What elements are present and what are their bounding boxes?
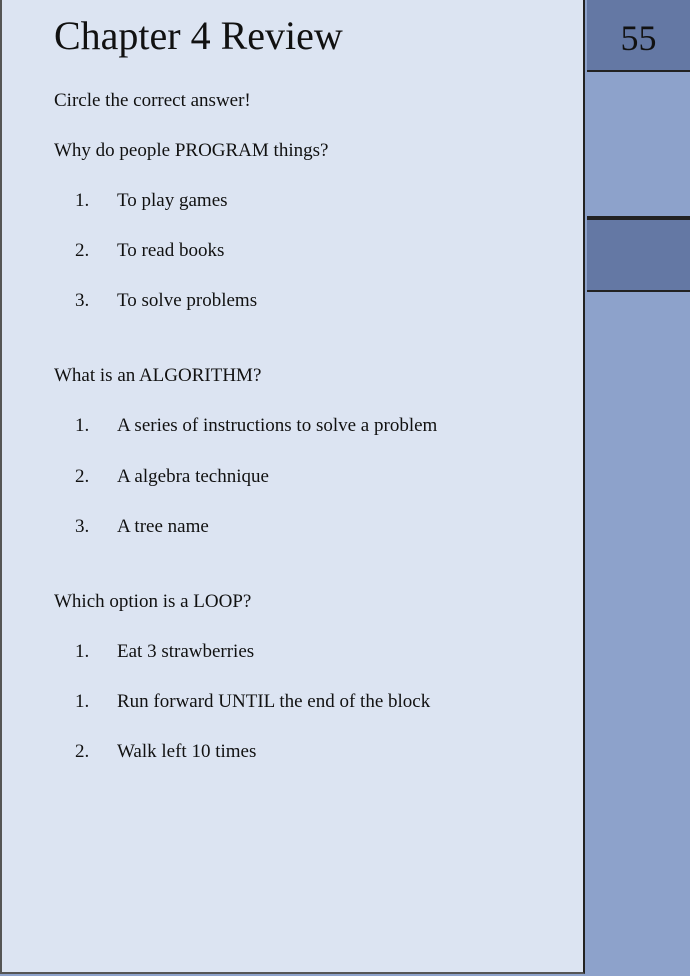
question-1-option-3[interactable]: To solve problems (117, 290, 258, 311)
question-1-option-1-number: 1. (75, 190, 90, 211)
question-2-option-2-number: 2. (75, 466, 90, 487)
question-1-option-1[interactable]: To play games (117, 190, 228, 211)
question-3-text: Which option is a LOOP? (54, 591, 252, 612)
page-number-tab (587, 0, 690, 72)
question-2-option-3-number: 3. (75, 516, 90, 537)
question-2-option-2[interactable]: A algebra technique (117, 466, 269, 487)
question-3-option-1[interactable]: Eat 3 strawberries (117, 641, 255, 662)
question-3-option-3[interactable]: Walk left 10 times (117, 741, 257, 762)
side-tab-light (587, 72, 690, 218)
question-3-option-2[interactable]: Run forward UNTIL the end of the block (117, 691, 431, 712)
side-tab-dark (587, 218, 690, 292)
question-2-option-3[interactable]: A tree name (117, 516, 209, 537)
page-number: 55 (620, 18, 657, 58)
question-3-option-3-number: 2. (75, 741, 90, 762)
question-3-option-2-number: 1. (75, 691, 90, 712)
question-1-option-2[interactable]: To read books (117, 240, 225, 261)
question-2-text: What is an ALGORITHM? (54, 365, 262, 386)
question-1-option-3-number: 3. (75, 290, 90, 311)
instruction-text: Circle the correct answer! (54, 90, 251, 111)
question-3-option-1-number: 1. (75, 641, 90, 662)
page-title: Chapter 4 Review (54, 13, 343, 58)
question-2-option-1[interactable]: A series of instructions to solve a problem (117, 415, 438, 436)
question-1-option-2-number: 2. (75, 240, 90, 261)
question-1-text: Why do people PROGRAM things? (54, 140, 329, 161)
side-strip (587, 292, 690, 976)
question-2-option-1-number: 1. (75, 415, 90, 436)
